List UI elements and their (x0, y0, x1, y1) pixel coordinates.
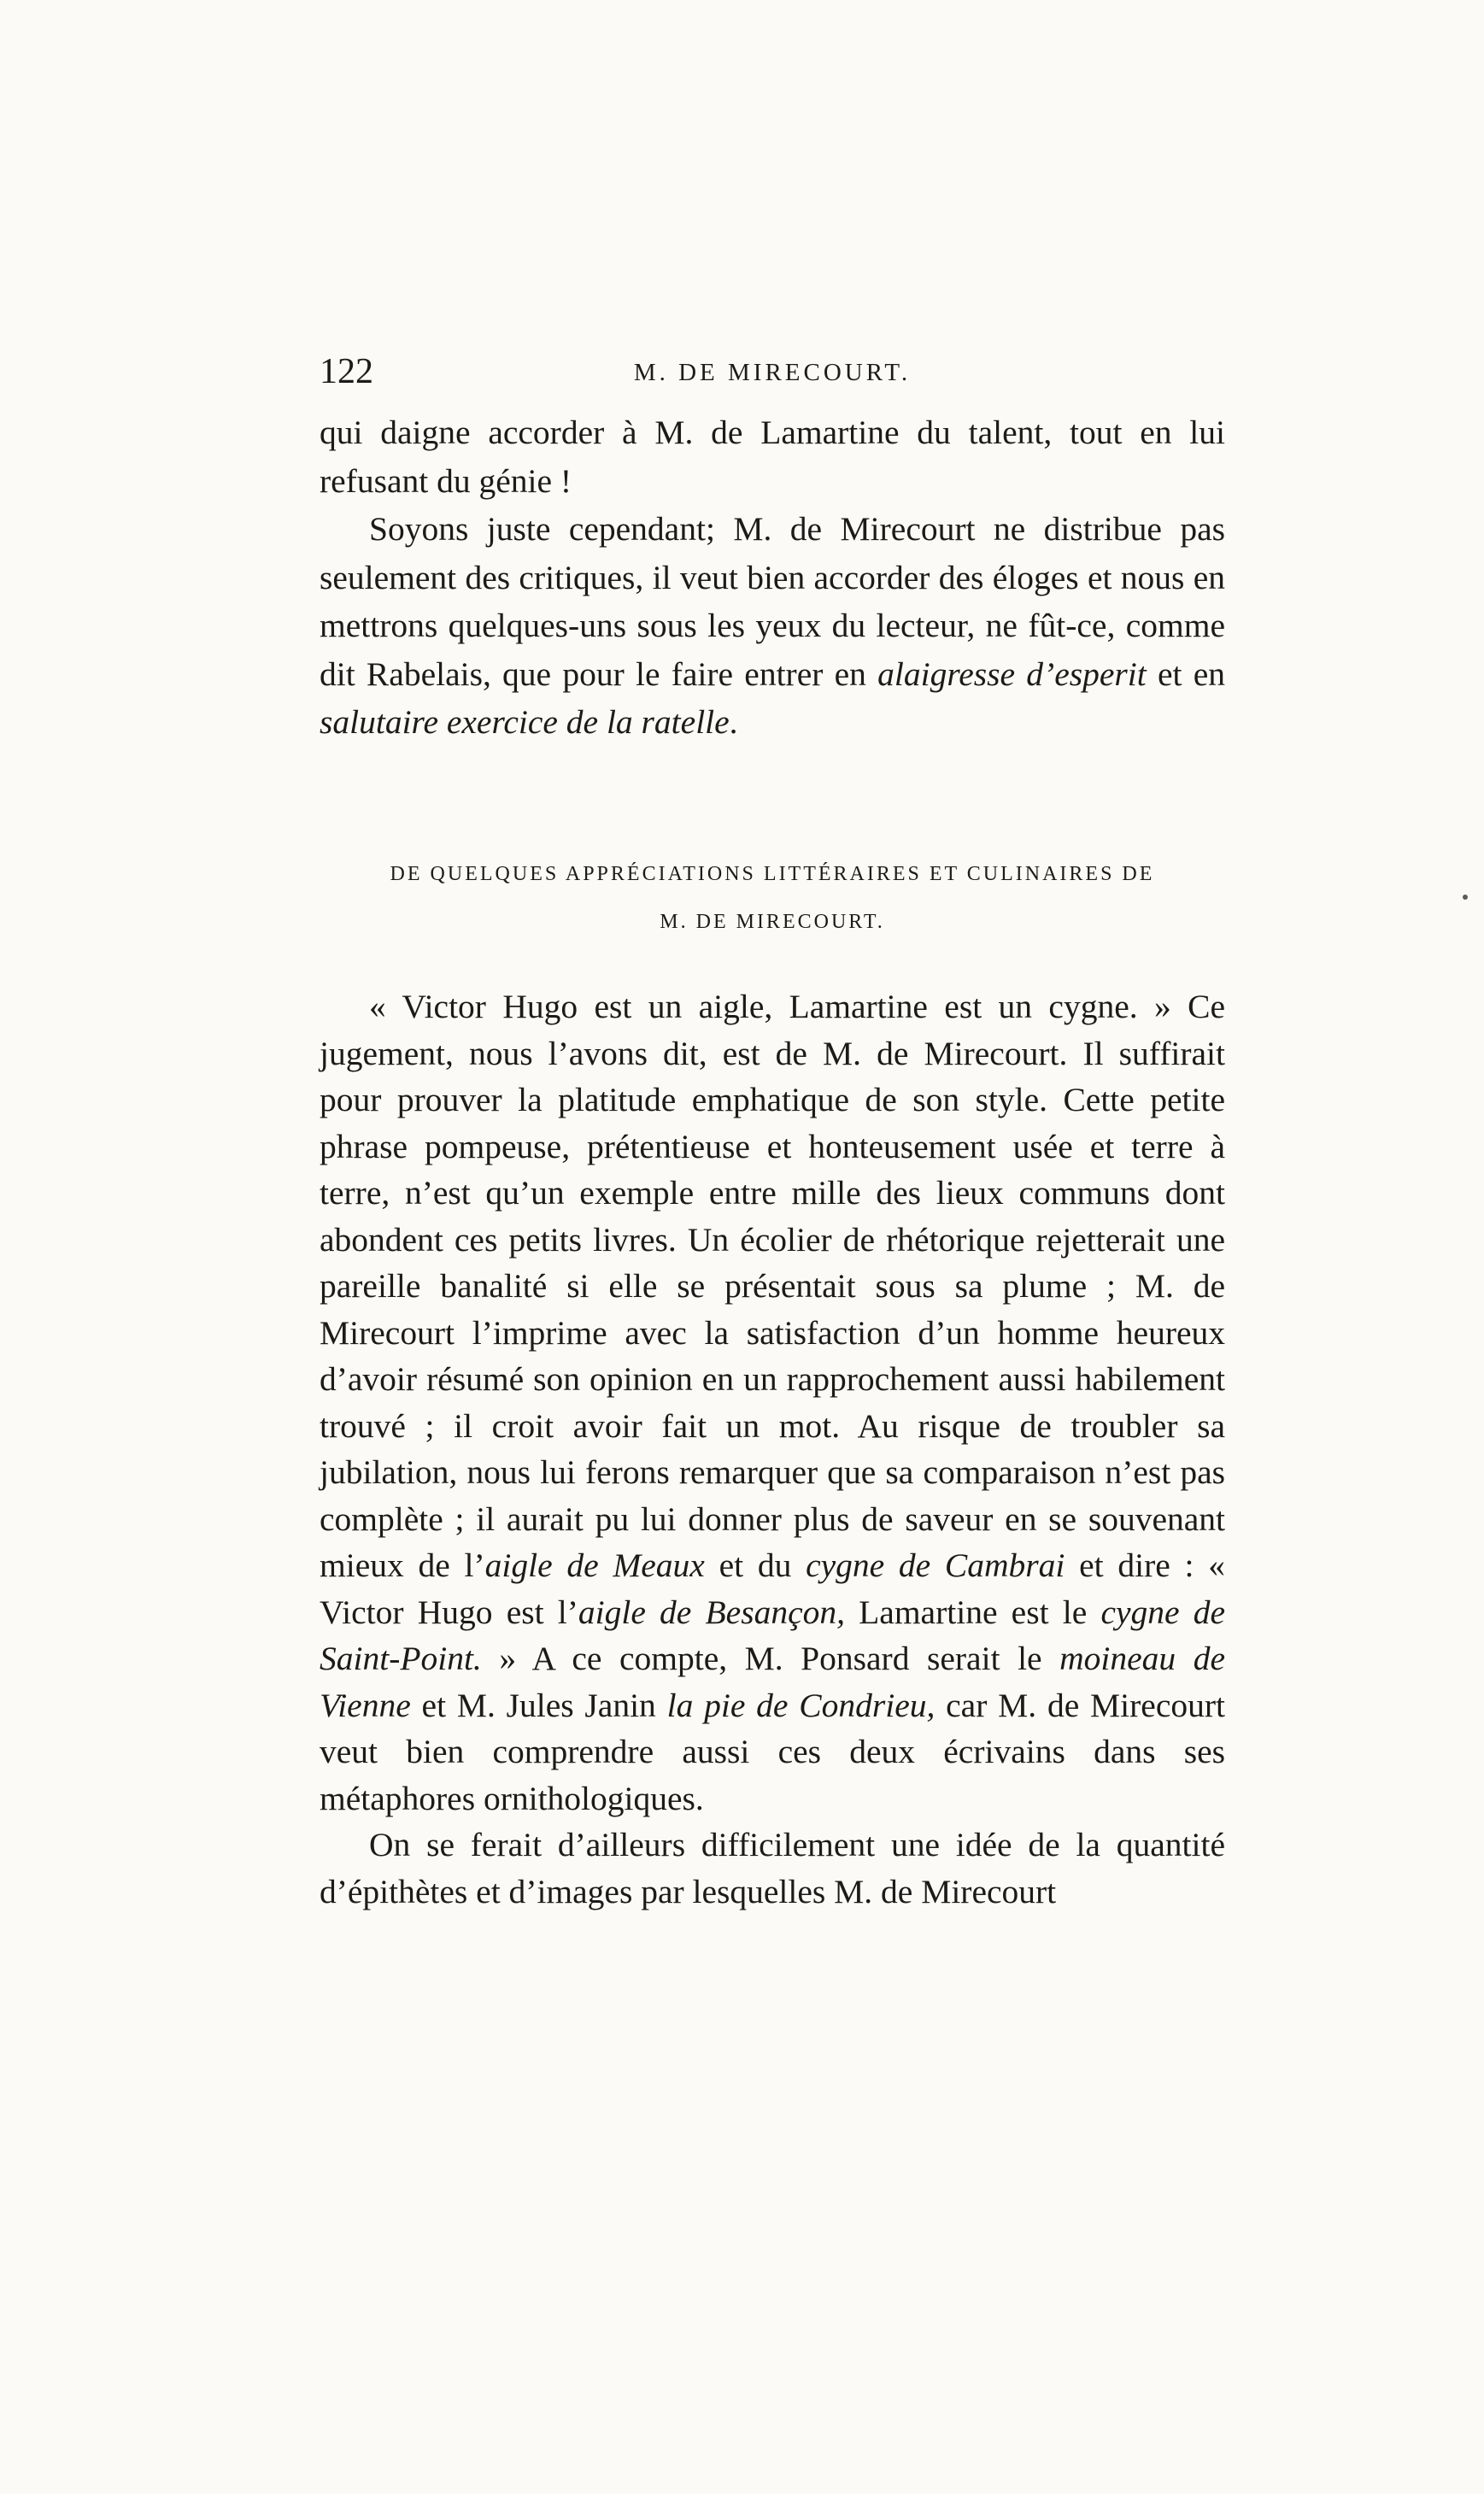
text-run: qui daigne accorder à M. de Lamartine du talent, tout en lui refusant du génie ! (320, 414, 1225, 500)
text-run: car M. de Mirecourt veut bien comprendre aussi ces deux écrivains dans ses métaphores ornithologiques. (320, 1686, 1225, 1817)
text-run: « Victor Hugo est un aigle, Lamartine est un cygne. » Ce jugement, nous l’avons dit, est de M. de Mirecourt. Il suffirait pour prouver la platitude emphatique de son style. Cette petite phrase pompeuse, prétentieuse et honteusement usée et terre à terre, n’est qu’un exemple entre mille des lieux communs dont abondent ces petits livres. Un écolier de rhétorique rejetterait une pareille banalité si elle se présentait sous sa plume ; M. de Mirecourt l’imprime avec la satisfaction d’un homme heureux d’avoir résumé son opinion en un rapprochement aussi habilement trouvé ; il croit avoir fait un mot. Au risque de troubler sa jubilation, nous lui ferons remarquer que sa comparaison n’est pas complète ; il aurait pu lui donner plus de saveur en se souvenant mieux de l’ (320, 988, 1225, 1584)
running-title: M. DE MIRECOURT. (633, 359, 912, 386)
text-run: et dire : « Victor Hugo est l’ (320, 1546, 1225, 1631)
paragraph (320, 505, 1225, 747)
italic-phrase: aigle de Meaux (484, 1546, 705, 1584)
italic-phrase: moineau de Vienne (320, 1640, 1225, 1724)
text-run: et en (1146, 654, 1225, 693)
italic-phrase: aigle de Besançon, (578, 1593, 845, 1631)
paragraph (320, 1822, 1225, 1915)
body-text-top (320, 408, 1225, 747)
italic-phrase: la pie de Condrieu, (666, 1686, 936, 1724)
text-run: et du (704, 1546, 807, 1584)
text-run: . (729, 703, 738, 741)
page-number: 122 (320, 352, 373, 391)
italic-phrase: alaigresse d’esperit (877, 654, 1147, 693)
body-text-bottom (320, 983, 1225, 1915)
text-run: et M. Jules Janin (410, 1686, 667, 1724)
section-heading (320, 850, 1225, 946)
ink-speck (1463, 895, 1468, 900)
italic-phrase: cygne de Cambrai (806, 1546, 1065, 1584)
paragraph (320, 983, 1225, 1822)
text-run: Soyons juste cependant; M. de Mirecourt ne distribue pas seulement des critiques, il veut bien accorder des éloges et nous en mettrons quelques-uns sous les yeux du lecteur, ne fût-ce, comme dit Rabelais, que pour le faire entrer en (320, 510, 1225, 693)
italic-phrase: cygne de Saint-Point. (320, 1593, 1226, 1677)
page-header (320, 350, 1225, 393)
text-run: On se ferait d’ailleurs difficilement une idée de la quantité d’épithètes et d’images par lesquelles M. de Mirecourt (320, 1826, 1225, 1910)
section-heading-line-1: DE QUELQUES APPRÉCIATIONS LITTÉRAIRES ET CULINAIRES DE (390, 863, 1155, 885)
paragraph (320, 408, 1225, 505)
text-run: Lamartine est le (844, 1593, 1101, 1631)
italic-phrase: salutaire exercice de la ratelle (320, 703, 730, 741)
text-run: » A ce compte, M. Ponsard serait le (481, 1640, 1060, 1677)
section-heading-line-2: M. DE MIRECOURT. (660, 911, 885, 933)
